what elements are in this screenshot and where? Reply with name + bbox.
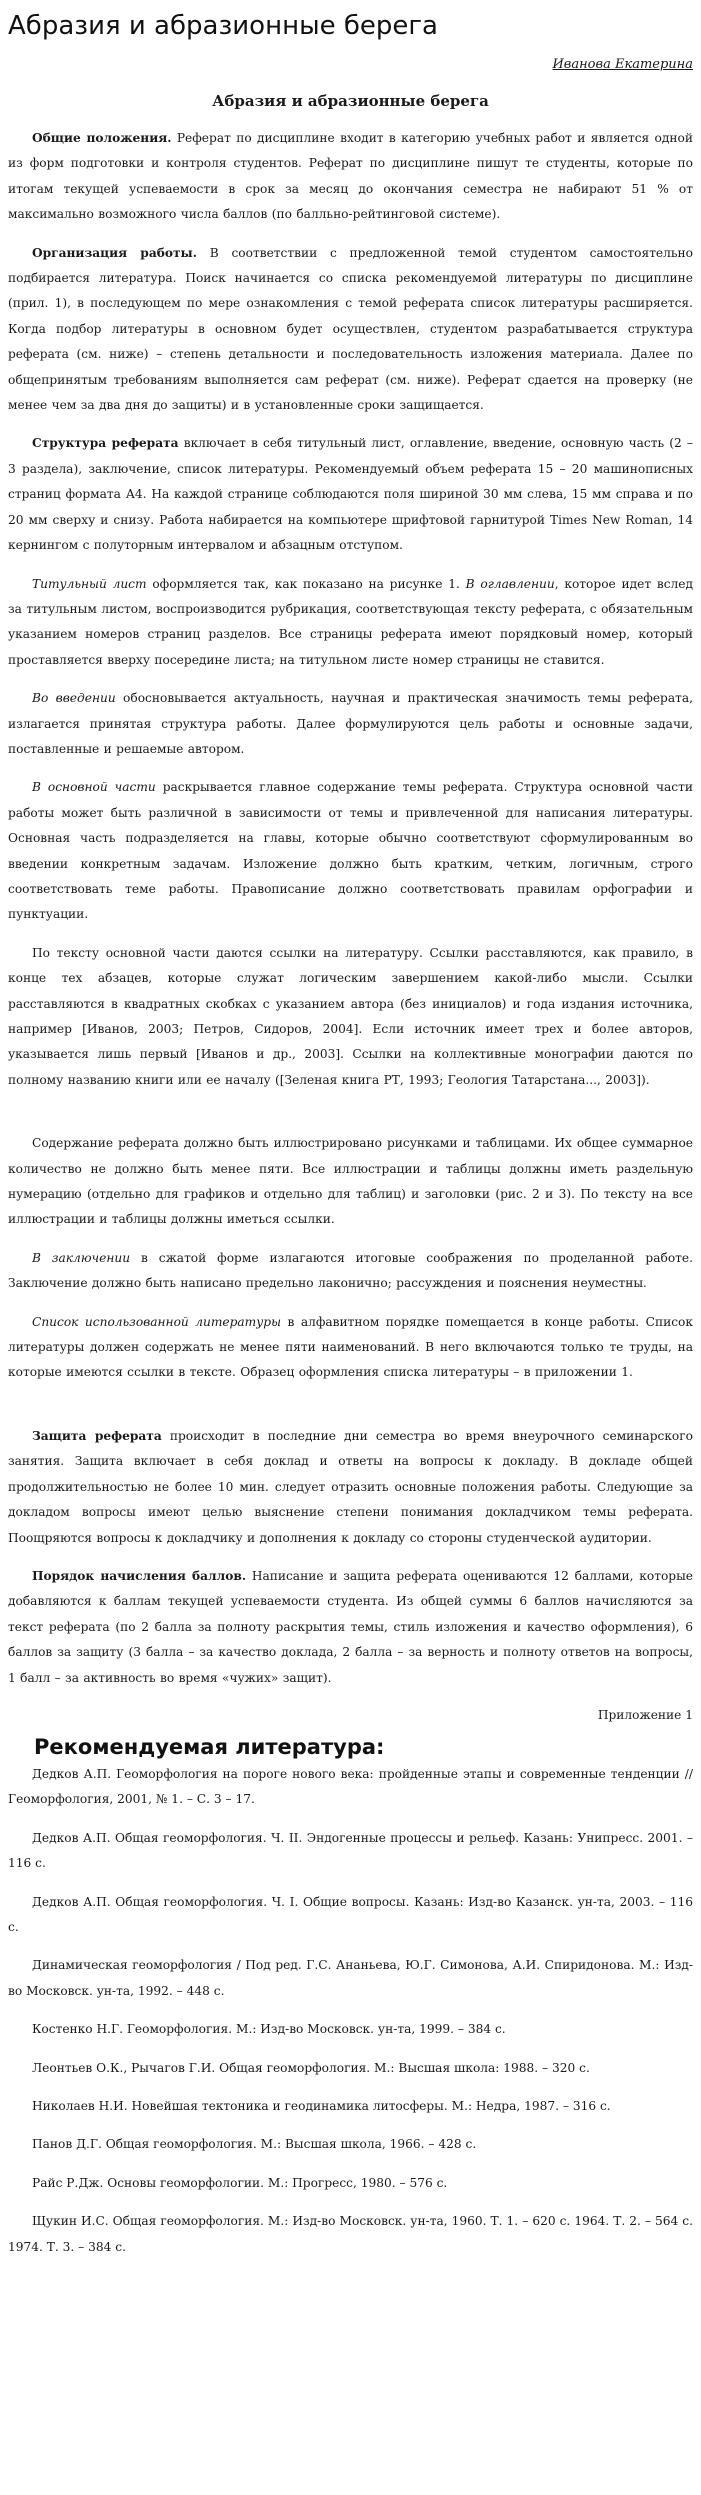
spacer	[8, 1297, 693, 1310]
spacer	[8, 673, 693, 686]
page-title: Абразия и абразионные берега	[8, 11, 438, 41]
paragraph-citations	[8, 941, 693, 1093]
spacer	[8, 2081, 693, 2094]
paragraph-text: обосновывается актуальность, научная и практическая значимость темы реферата, излагается принятая структура работы. Далее формулируются цель работы и основные задачи, поставленные и решаемые автором.	[8, 691, 693, 756]
spacer	[8, 2119, 693, 2132]
paragraph-lead: Список использованной литературы	[32, 1314, 282, 1329]
reference-list	[8, 1762, 693, 2260]
spacer	[8, 1813, 693, 1826]
reference-item: Дедков А.П. Общая геоморфология. Ч. II. Эндогенные процессы и рельеф. Казань: Унипресс. 2001. – 116 с.	[8, 1830, 693, 1871]
paragraph-lead: Порядок начисления баллов.	[32, 1568, 247, 1583]
spacer	[8, 1233, 693, 1246]
paragraph-text: По тексту основной части даются ссылки на литературу. Ссылки расставляются, как правило, в конце тех абзацев, которые служат логическим завершением какой-либо мысли. Ссылки расставляются в квадратных скобках с указанием автора (без инициалов) и года издания источника, например [Иванов, 2003; Петров, Сидоров, 2004]. Если источник имеет трех и более авторов, указывается лишь первый [Иванов и др., 2003]. Ссылки на коллективные монографии даются по полному названию книги или ее началу ([Зеленая книга РТ, 1993; Геология Татарстана..., 2003]).	[8, 945, 693, 1087]
reference-item: Костенко Н.Г. Геоморфология. М.: Изд-во Московск. ун-та, 1999. – 384 с.	[32, 2022, 506, 2037]
spacer	[8, 1093, 693, 1131]
spacer	[8, 1691, 693, 1704]
reference-item: Дедков А.П. Геоморфология на пороге нового века: пройденные этапы и современные тенденции // Геоморфология, 2001, № 1. – С. 3 – 17.	[8, 1766, 693, 1807]
literature-heading: Рекомендуемая литература:	[34, 1734, 385, 1759]
paragraph-text: , которое идет вслед за титульным листом, воспроизводится рубрикация, соответствующая тексту реферата, с обязательным указанием номеров страниц разделов. Все страницы реферата имеют порядковый номер, который проставляется вверху посередине листа; на титульном листе номер страницы не ставится.	[8, 576, 693, 667]
spacer	[8, 1940, 693, 1953]
reference-item: Николаев Н.И. Новейшая тектоника и геодинамика литосферы. М.: Недра, 1987. – 316 с.	[32, 2099, 611, 2113]
paragraph-main-part	[8, 775, 693, 927]
paragraph-text: Реферат по дисциплине входит в категорию учебных работ и является одной из форм подготовки и контроля студентов. Реферат по дисциплине пишут те студенты, которые по итогам текущей успеваемости в срок за месяц до окончания семестра не набирают 51 % от максимально возможного числа баллов (по балльно-рейтинговой системе).	[8, 131, 693, 222]
paragraph-emphasis: В оглавлении	[465, 576, 555, 591]
spacer	[8, 228, 693, 241]
document-heading: Абразия и абразионные берега	[212, 92, 489, 110]
paragraph-introduction	[8, 686, 693, 762]
paragraph-lead: Общие положения.	[32, 131, 172, 145]
paragraph-lead: Во введении	[32, 691, 116, 706]
paragraph-title-page	[8, 572, 693, 674]
paragraph-lead: Защита реферата	[32, 1428, 162, 1443]
paragraph-text: оформляется так, как показано на рисунке 1.	[146, 576, 466, 591]
paragraph-text: в сжатой форме излагаются итоговые соображения по проделанной работе. Заключение должно быть написано предельно лаконично; рассуждения и пояснения неуместны.	[8, 1250, 693, 1291]
paragraph-conclusion	[8, 1246, 693, 1297]
spacer	[8, 1551, 693, 1564]
paragraph-text: раскрывается главное содержание темы реферата. Структура основной части работы может быть различной в зависимости от темы и привлеченной для написания литературы. Основная часть подразделяется на главы, которые обычно соответствуют сформулированным во введении конкретным задачам. Изложение должно быть кратким, четким, логичным, строго соответствовать теме работы. Правописание должно соответствовать правилам орфографии и пунктуации.	[8, 780, 693, 922]
paragraph-illustrations	[8, 1131, 693, 1233]
spacer	[8, 1386, 693, 1424]
reference-item: Щукин И.С. Общая геоморфология. М.: Изд-во Московск. ун-та, 1960. Т. 1. – 620 с. 1964. Т. 2. – 564 с. 1974. Т. 3. – 384 с.	[8, 2214, 693, 2254]
paragraph-lead: Организация работы.	[32, 245, 197, 260]
paragraph-text: Содержание реферата должно быть иллюстрировано рисунками и таблицами. Их общее суммарное количество не должно быть менее пяти. Все иллюстрации и таблицы должны иметь раздельную нумерацию (отдельно для графиков и отдельно для таблиц) и заголовки (рис. 2 и 3). По тексту на все иллюстрации и таблицы должны иметься ссылки.	[8, 1136, 693, 1227]
spacer	[8, 418, 693, 431]
author-name: Иванова Екатерина	[552, 57, 693, 72]
paragraph-lead: Структура реферата	[32, 436, 179, 451]
spacer	[8, 762, 693, 775]
paragraph-scoring	[8, 1564, 693, 1691]
reference-item: Дедков А.П. Общая геоморфология. Ч. I. Общие вопросы. Казань: Изд-во Казанск. ун-та, 2003. – 116 с.	[8, 1894, 693, 1934]
paragraph-text: в алфавитном порядке помещается в конце работы. Список литературы должен содержать не менее пяти наименований. В него включаются только те труды, на которые имеются ссылки в тексте. Образец оформления списка литературы – в приложении 1.	[8, 1314, 693, 1380]
reference-item: Панов Д.Г. Общая геоморфология. М.: Высшая школа, 1966. – 428 с.	[32, 2137, 477, 2152]
paragraph-text: включает в себя титульный лист, оглавление, введение, основную часть (2 – 3 раздела), заключение, список литературы. Рекомендуемый объем реферата 15 – 20 машинописных страниц формата А4. На каждой странице соблюдаются поля шириной 30 мм слева, 15 мм справа и по 20 мм сверху и снизу. Работа набирается на компьютере шрифтовой гарнитурой Times New Roman, 14 кернингом с полуторным интервалом и абзацным отступом.	[8, 436, 693, 553]
spacer	[8, 559, 693, 572]
reference-item: Леонтьев О.К., Рычагов Г.И. Общая геоморфология. М.: Высшая школа: 1988. – 320 с.	[32, 2060, 590, 2075]
reference-item: Райс Р.Дж. Основы геоморфологии. М.: Прогресс, 1980. – 576 с.	[32, 2175, 448, 2190]
paragraph-organization	[8, 241, 693, 419]
spacer	[8, 112, 693, 126]
paragraph-bibliography	[8, 1310, 693, 1386]
spacer	[8, 2043, 693, 2056]
spacer	[8, 928, 693, 941]
spacer	[8, 2004, 693, 2017]
paragraph-lead: В основной части	[32, 780, 156, 795]
spacer	[8, 2196, 693, 2209]
paragraph-defense	[8, 1424, 693, 1551]
paragraph-lead: В заключении	[32, 1250, 131, 1265]
paragraph-text: происходит в последние дни семестра во время внеурочного семинарского занятия. Защита включает в себя доклад и ответы на вопросы к докладу. В докладе общей продолжительностью не более 10 мин. следует отразить основные положения работы. Следующие за докладом вопросы имеют целью выяснение степени понимания докладчиком темы реферата. Поощряются вопросы к докладчику и дополнения к докладу со стороны студенческой аудитории.	[8, 1428, 693, 1545]
paragraph-structure	[8, 431, 693, 558]
appendix-label: Приложение 1	[597, 1707, 693, 1722]
paragraph-lead: Титульный лист	[32, 576, 147, 591]
paragraph-text: Написание и защита реферата оцениваются 12 баллами, которые добавляются к баллам текущей успеваемости студента. Из общей суммы 6 баллов начисляются за текст реферата (по 2 балла за полноту раскрытия темы, стиль изложения и качество оформления), 6 баллов за защиту (3 балла – за качество доклада, 2 балла – за верность и полноту ответов на вопросы, 1 балл – за активность во время «чужих» защит).	[8, 1568, 693, 1685]
paragraph-general	[8, 126, 693, 228]
reference-item: Динамическая геоморфология / Под ред. Г.С. Ананьева, Ю.Г. Симонова, А.И. Спиридонова. М.: Изд-во Московск. ун-та, 1992. – 448 с.	[8, 1958, 693, 1998]
spacer	[8, 2158, 693, 2171]
paragraph-text: В соответствии с предложенной темой студентом самостоятельно подбирается литература. Поиск начинается со списка рекомендуемой литературы по дисциплине (прил. 1), в последующем по мере ознакомления с темой реферата список литературы расширяется. Когда подбор литературы в основном будет осуществлен, студентом разрабатывается структура реферата (см. ниже) – степень детальности и последовательность изложения материала. Далее по общепринятым требованиям выполняется сам реферат (см. ниже). Реферат сдается на проверку (не менее чем за два дня до защиты) и в установленные сроки защищается.	[8, 245, 693, 413]
spacer	[8, 1877, 693, 1890]
